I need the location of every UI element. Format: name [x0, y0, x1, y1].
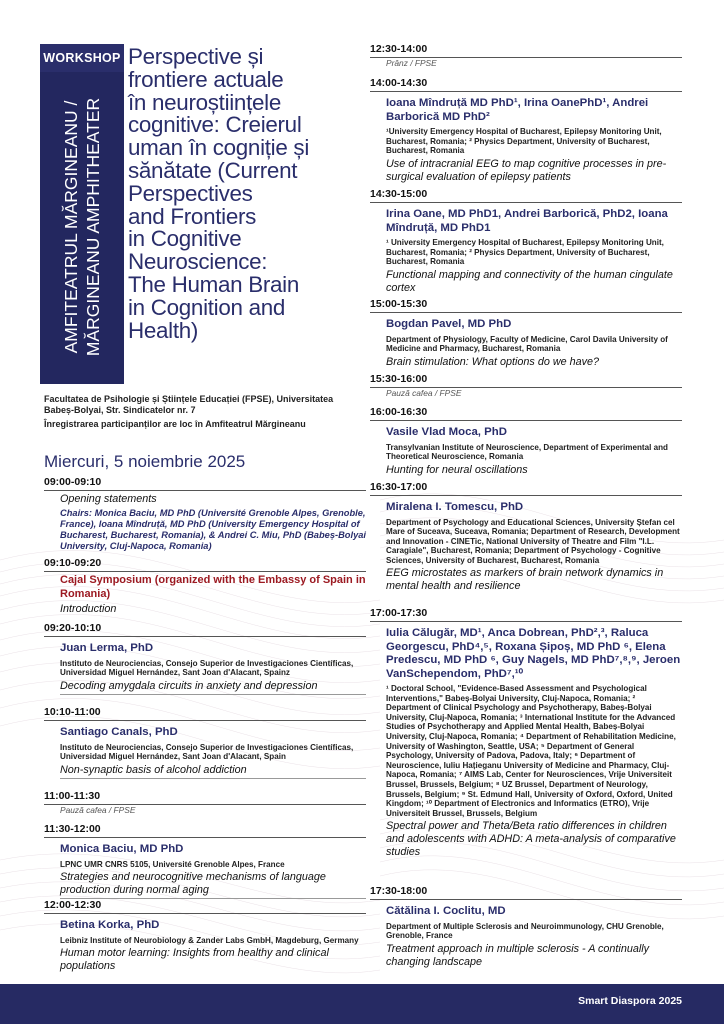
venue-address: Facultatea de Psihologie și Științele Educației (FPSE), Universitatea Babeș-Bolyai, Str. Sindicatelor nr. 7	[44, 394, 334, 416]
slot-time: 09:00-09:10	[44, 476, 102, 488]
speaker-name: Irina Oane, MD PhD1, Andrei Barborică, PhD2, Ioana Mîndruță, MD PhD1	[386, 208, 668, 234]
talk-title: Hunting for neural oscillations	[386, 463, 528, 476]
footer-brand: Smart Diaspora 2025	[578, 995, 682, 1007]
schedule-slot	[44, 557, 366, 616]
title-line: în neuroștiințele	[128, 89, 281, 115]
time-divider	[44, 913, 366, 914]
speaker-affiliation: Instituto de Neurociencias, Consejo Superior de Investigaciones Científicas, Universidad Miguel Hernández, Sant Joan d'Alacant, Spain	[60, 742, 354, 762]
slot-time: 15:30-16:00	[370, 373, 428, 385]
title-line: in Cognition and	[128, 294, 286, 320]
schedule-slot	[44, 790, 366, 816]
speaker-name: Miralena I. Tomescu, PhD	[386, 501, 524, 513]
slot-time: 09:10-09:20	[44, 557, 102, 569]
schedule-slot	[370, 373, 682, 399]
schedule-slot	[370, 77, 682, 184]
schedule-slot	[44, 823, 366, 899]
time-divider	[370, 312, 682, 313]
time-divider	[44, 490, 366, 491]
schedule-slot	[370, 43, 682, 69]
time-divider	[370, 621, 682, 622]
speaker-affiliation: Department of Multiple Sclerosis and Neuroimmunology, CHU Grenoble, Grenoble, France	[386, 921, 664, 941]
talk-title: Human motor learning: Insights from healthy and clinical populations	[60, 947, 329, 973]
break-label: Pauză cafea / FPSE	[386, 388, 462, 398]
schedule-slot	[44, 622, 366, 695]
slot-time: 14:30-15:00	[370, 188, 428, 200]
schedule-slot	[44, 476, 366, 552]
talk-title: Spectral power and Theta/Beta ratio differences in children and adolescents with ADHD: A meta-analysis of comparative studies	[386, 820, 676, 859]
slot-time: 11:00-11:30	[44, 790, 101, 802]
talk-divider	[60, 694, 366, 695]
schedule-slot	[44, 706, 366, 779]
break-label: Prânz / FPSE	[386, 58, 437, 68]
speaker-name: Santiago Canals, PhD	[60, 726, 178, 738]
registration-note: Înregistrarea participanților are loc în Amfiteatrul Mărgineanu	[44, 419, 306, 429]
venue-vertical-title-text: AMFITEATRUL MĂRGINEANU / MĂRGINEANU AMPHITHEATER	[61, 97, 103, 357]
talk-title: Functional mapping and connectivity of the human cingulate cortex	[386, 268, 673, 294]
speaker-affiliation: Leibniz Institute of Neurobiology & Zander Labs GmbH, Magdeburg, Germany	[60, 935, 359, 945]
time-divider	[370, 899, 682, 900]
slot-time: 11:30-12:00	[44, 823, 101, 835]
schedule-slot	[370, 885, 682, 969]
talk-title: Strategies and neurocognitive mechanisms of language production during normal aging	[60, 871, 326, 897]
venue-vertical-title	[40, 72, 124, 382]
break-label: Pauză cafea / FPSE	[60, 805, 136, 815]
schedule-slot	[370, 298, 682, 369]
talk-title: Non-synaptic basis of alcohol addiction	[60, 763, 247, 776]
speaker-name: Betina Korka, PhD	[60, 919, 160, 931]
time-divider	[370, 202, 682, 203]
slot-time: 16:30-17:00	[370, 481, 428, 493]
workshop-tag: WORKSHOP	[40, 44, 124, 72]
slot-time: 14:00-14:30	[370, 77, 428, 89]
talk-title: Treatment approach in multiple sclerosis - A continually changing landscape	[386, 942, 650, 968]
speaker-affiliation: Instituto de Neurociencias, Consejo Superior de Investigaciones Científicas, Universidad Miguel Hernández, Sant Joan d'Alacant, Spainz	[60, 658, 354, 678]
slot-time: 17:00-17:30	[370, 607, 428, 619]
workshop-title	[128, 46, 368, 342]
title-line: frontiere actuale	[128, 66, 284, 92]
slot-time: 15:00-15:30	[370, 298, 428, 310]
talk-title: EEG microstates as markers of brain network dynamics in mental health and resilience	[386, 567, 664, 593]
time-divider	[370, 91, 682, 92]
day-heading: Miercuri, 5 noiembrie 2025	[44, 452, 246, 471]
talk-divider	[60, 778, 366, 779]
speaker-affiliation: ¹ Doctoral School, "Evidence-Based Assessment and Psychological Interventions," Babeș-Bolyai University, Cluj-Napoca, Romania; ² Department of Clinical Psychology and Psychotherapy, Babeș-Bolyai University, Cluj-Napoca, Romania; ³ International Institute for the Advanced Studies of Psychotherapy and Applied Mental Health, Babeș-Bolyai University, Cluj-Napoca, Romania; ⁴ Department of Rehabilitation Medicine, University of Washington, Seattle, USA; ⁵ Department of General Psychology, University of Padova, Padova, Italy; ⁶ Department of Neuroscience, Iuliu Hațieganu University of Medicine and Pharmacy, Cluj-Napoca, Romania; ⁷ AIMS Lab, Center for Neurosciences, Vrije Universiteit Brussel, Brussels, Belgium; ⁸ UZ Brussel, Department of Neurology, Brussels, Belgium; ⁹ St. Edmund Hall, University of Oxford, Oxford, United Kingdom; ¹⁰ Department of Electronics and Informatics (ETRO), Vrije Universiteit Brussel, Brussels, Belgium	[386, 684, 676, 818]
schedule-slot	[370, 406, 682, 477]
title-line: Health)	[128, 317, 199, 343]
title-line: uman în cogniție și	[128, 135, 309, 161]
time-divider	[44, 837, 366, 838]
speaker-name: Iulia Călugăr, MD¹, Anca Dobrean, PhD²,³, Raluca Georgescu, PhD⁴,⁵, Roxana Șipoș, MD PhD ⁶, Elena Predescu, MD PhD ⁶, Guy Nagels, MD PhD⁷,⁸,⁹, Jeroen VanSchependom, PhD⁷,¹⁰	[386, 627, 681, 680]
title-line: cognitive: Creierul	[128, 112, 302, 138]
time-divider	[44, 571, 366, 572]
slot-time: 12:30-14:00	[370, 43, 428, 55]
speaker-name: Bogdan Pavel, MD PhD	[386, 318, 512, 330]
title-line: Perspective și	[128, 44, 264, 69]
title-line: in Cognitive	[128, 226, 242, 252]
schedule-slot	[370, 481, 682, 593]
time-divider	[370, 420, 682, 421]
title-line: Neuroscience:	[128, 249, 268, 275]
slot-time: 12:00-12:30	[44, 899, 102, 911]
speaker-name: Ioana Mîndruță MD PhD¹, Irina OanePhD¹, Andrei Barborică MD PhD²	[386, 97, 649, 123]
time-divider	[44, 636, 366, 637]
talk-title: Brain stimulation: What options do we have?	[386, 355, 600, 368]
schedule-slot	[370, 607, 682, 859]
title-line: Perspectives	[128, 180, 253, 206]
title-line: sănătate (Current	[128, 157, 298, 183]
slot-time: 10:10-11:00	[44, 706, 101, 718]
talk-title: Opening statements	[60, 493, 157, 505]
time-divider	[370, 495, 682, 496]
speaker-name: Juan Lerma, PhD	[60, 642, 154, 654]
speaker-affiliation: ¹University Emergency Hospital of Bucharest, Epilepsy Monitoring Unit, Bucharest, Romania; ² Physics Department, University of Bucharest, Bucharest, Romania	[386, 127, 662, 156]
symposium-title: Cajal Symposium (organized with the Embassy of Spain in Romania)	[60, 574, 366, 600]
chairs-text: Chairs: Monica Baciu, MD PhD (Université Grenoble Alpes, Grenoble, France), Ioana Mîndruță, MD PhD (University Emergency Hospital of Bucharest, Bucharest, Romania), & Andrei C. Miu, PhD (Babeș-Bolyai University, Cluj-Napoca, Romania)	[60, 508, 366, 551]
talk-title: Decoding amygdala circuits in anxiety and depression	[60, 679, 318, 692]
slot-time: 09:20-10:10	[44, 622, 102, 634]
talk-title: Use of intracranial EEG to map cognitive processes in pre-surgical evaluation of epilepsy patients	[386, 157, 667, 183]
speaker-affiliation: Department of Physiology, Faculty of Medicine, Carol Davila University of Medicine and Pharmacy, Bucharest, Romania	[386, 334, 668, 354]
speaker-name: Vasile Vlad Moca, PhD	[386, 426, 507, 438]
slot-time: 17:30-18:00	[370, 885, 428, 897]
time-divider	[44, 720, 366, 721]
speaker-affiliation: ¹ University Emergency Hospital of Bucharest, Epilepsy Monitoring Unit, Bucharest, Romania; ² Physics Department, University of Bucharest, Bucharest, Romania	[386, 238, 664, 267]
speaker-name: Cătălina I. Coclitu, MD	[386, 905, 506, 917]
talk-title: Introduction	[60, 603, 117, 615]
speaker-affiliation: Department of Psychology and Educational Sciences, University Ștefan cel Mare of Suceava, Suceava, Romania; Department of Research, Development and Innovation - CINETic, National University of Theatre and Film "I.L. Caragiale", Bucharest, Romania; Department of Psychology - Cognitive Sciences, University of Bucharest, Bucharest, Romania	[386, 517, 680, 565]
schedule-slot	[370, 188, 682, 295]
title-line: The Human Brain	[128, 271, 299, 297]
title-line: and Frontiers	[128, 203, 257, 229]
speaker-name: Monica Baciu, MD PhD	[60, 843, 184, 855]
slot-time: 16:00-16:30	[370, 406, 428, 418]
speaker-affiliation: LPNC UMR CNRS 5105, Université Grenoble Alpes, France	[60, 859, 285, 869]
speaker-affiliation: Transylvanian Institute of Neuroscience, Department of Experimental and Theoretical Neuroscience, Romania	[386, 442, 669, 462]
schedule-slot	[44, 899, 366, 973]
